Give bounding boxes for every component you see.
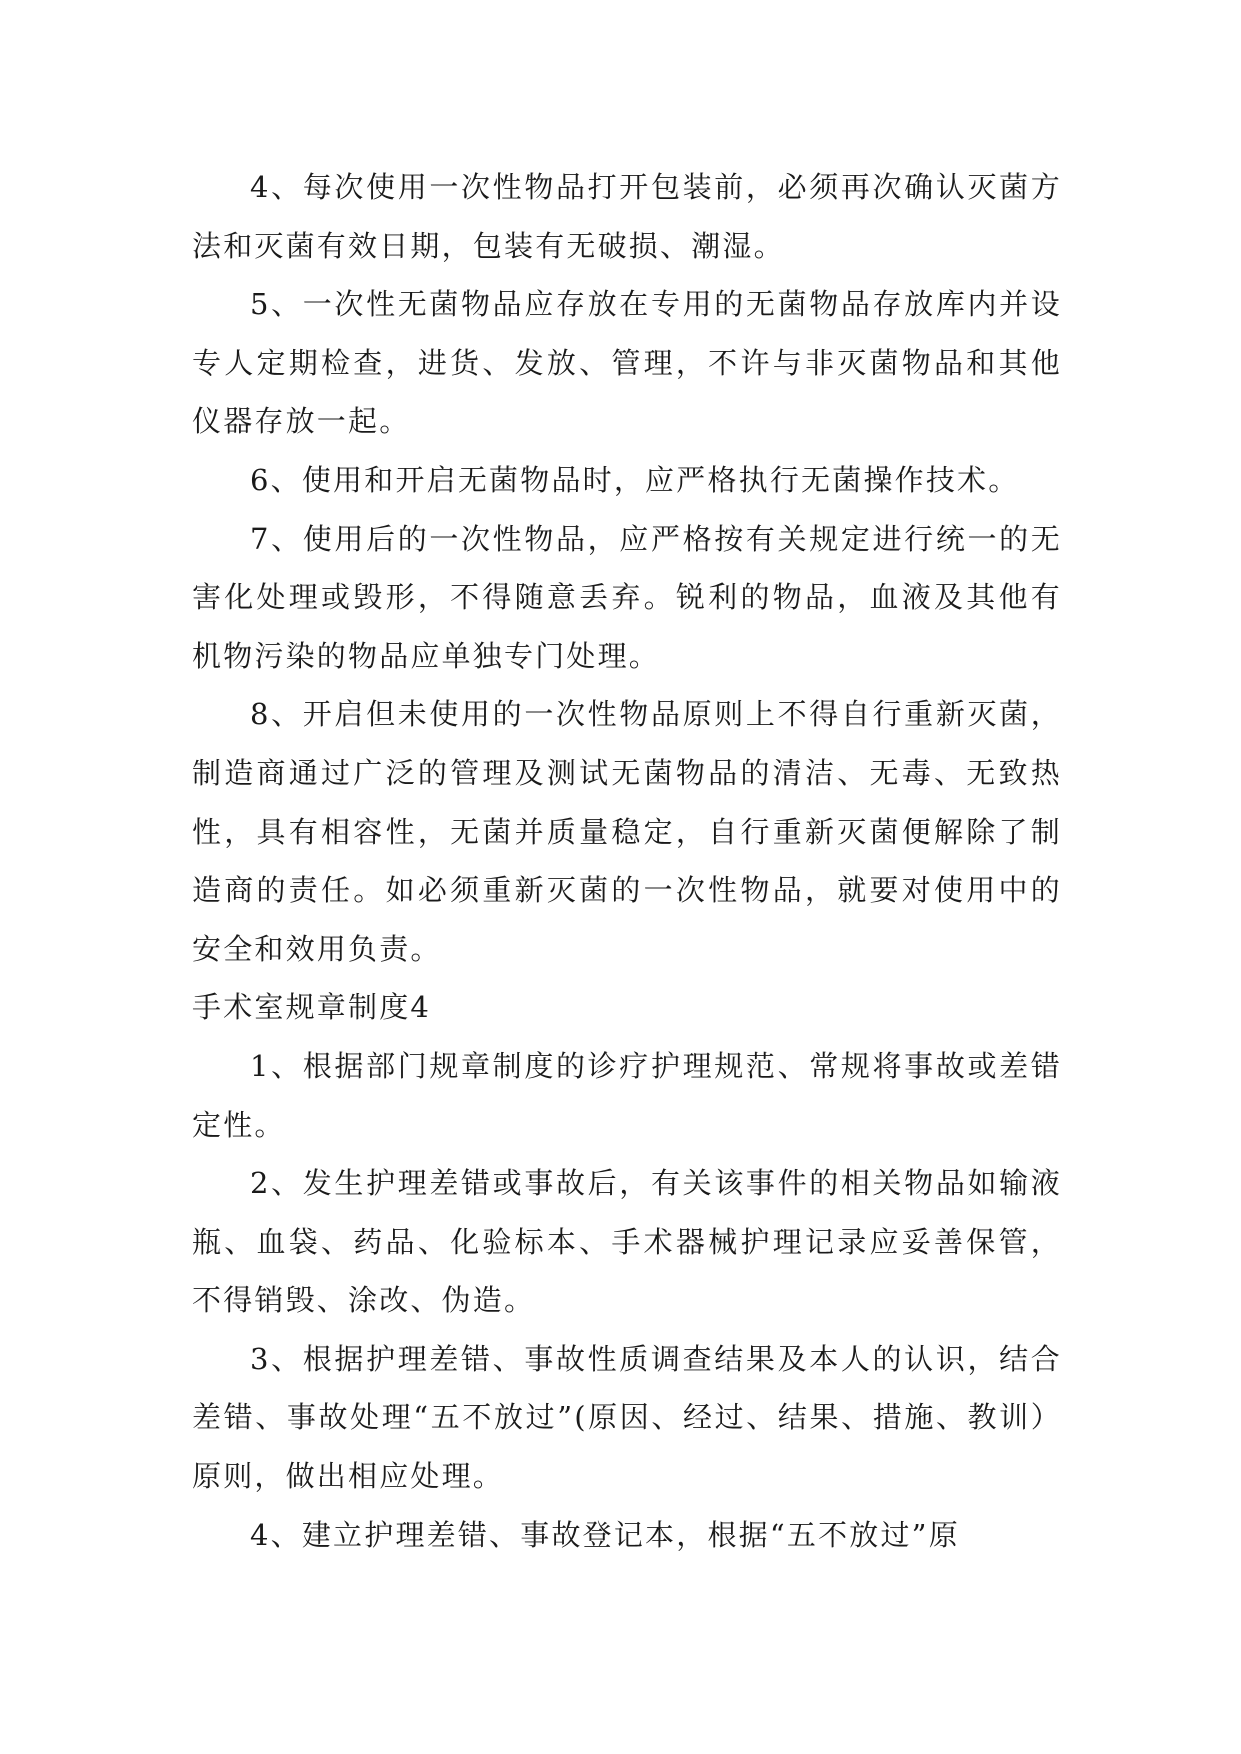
paragraph-rule-3: 3、根据护理差错、事故性质调查结果及本人的认识，结合差错、事故处理“五不放过”(原因、经过、结果、措施、教训）原则，做出相应处理。 [192, 1341, 1062, 1494]
paragraph-rule-2: 2、发生护理差错或事故后，有关该事件的相关物品如输液瓶、血袋、药品、化验标本、手术器械护理记录应妥善保管，不得销毁、涂改、伪造。 [192, 1166, 1062, 1318]
paragraph-item-5: 5、一次性无菌物品应存放在专用的无菌物品存放库内并设专人定期检查，进货、发放、管理，不许与非灭菌物品和其他仪器存放一起。 [192, 287, 1062, 439]
section-title: 手术室规章制度4 [192, 990, 432, 1025]
paragraph-item-4: 4、每次使用一次性物品打开包装前，必须再次确认灭菌方法和灭菌有效日期，包装有无破损、潮湿。 [192, 170, 1062, 263]
paragraph-item-6: 6、使用和开启无菌物品时，应严格执行无菌操作技术。 [250, 462, 1020, 497]
paragraph-rule-1: 1、根据部门规章制度的诊疗护理规范、常规将事故或差错定性。 [192, 1048, 1062, 1142]
paragraph-rule-4: 4、建立护理差错、事故登记本，根据“五不放过”原 [250, 1517, 960, 1552]
paragraph-item-7: 7、使用后的一次性物品，应严格按有关规定进行统一的无害化处理或毁形，不得随意丢弃。锐利的物品，血液及其他有机物污染的物品应单独专门处理。 [192, 521, 1062, 673]
paragraph-item-8: 8、开启但未使用的一次性物品原则上不得自行重新灭菌，制造商通过广泛的管理及测试无菌物品的清洁、无毒、无致热性，具有相容性，无菌并质量稳定，自行重新灭菌便解除了制造商的责任。如必须重新灭菌的一次性物品，就要对使用中的安全和效用负责。 [192, 697, 1062, 966]
document-body [192, 158, 1062, 1564]
